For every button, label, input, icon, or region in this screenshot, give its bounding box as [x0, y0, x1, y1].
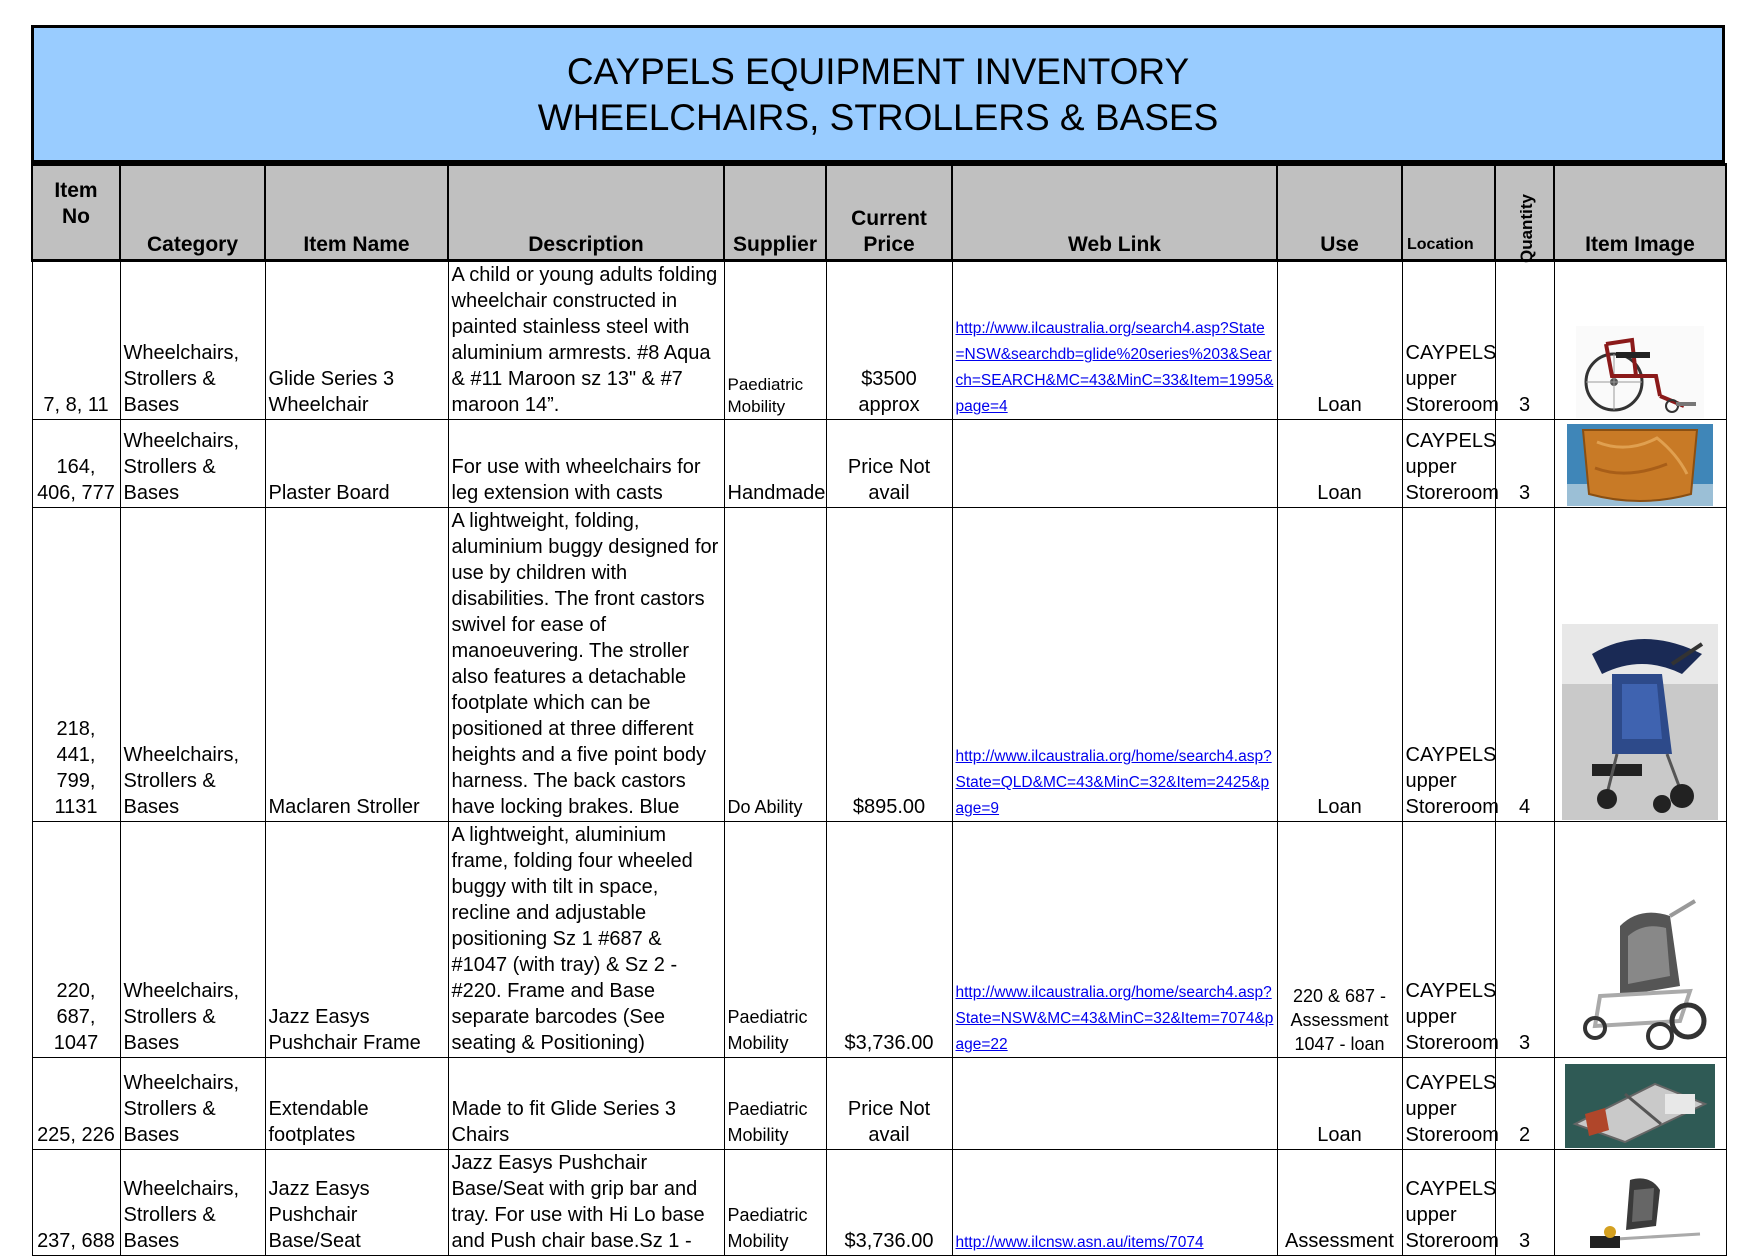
table-row — [32, 822, 1726, 1058]
price-cell: $895.00 — [826, 508, 952, 822]
col-price-line1: Current — [851, 207, 927, 230]
plaster-board-photo-icon — [1567, 424, 1713, 506]
page-subtitle: WHEELCHAIRS, STROLLERS & BASES — [537, 97, 1219, 138]
item-name-cell: Jazz Easys Pushchair Frame — [265, 822, 448, 1058]
item-image-cell — [1554, 1058, 1726, 1150]
supplier-cell: Paediatric Mobility — [724, 1058, 826, 1150]
item-name-cell: Maclaren Stroller — [265, 508, 448, 822]
item-no-cell: 237, 688 — [32, 1150, 120, 1256]
price-cell: $3500 approx — [826, 261, 952, 420]
item-image-cell — [1554, 508, 1726, 822]
col-web-link: Web Link — [952, 165, 1277, 261]
footplate-photo-icon — [1565, 1064, 1715, 1148]
header-row — [32, 165, 1726, 261]
supplier-cell: Paediatric Mobility — [724, 822, 826, 1058]
web-link[interactable]: http://www.ilcaustralia.org/home/search4.asp?State=NSW&MC=43&MinC=32&Item=7074&page=22 — [955, 984, 1274, 1053]
col-item-image: Item Image — [1554, 165, 1726, 261]
supplier-cell: Paediatric Mobility — [724, 261, 826, 420]
wheelchair-photo-icon — [1576, 326, 1704, 418]
quantity-cell: 3 — [1495, 261, 1554, 420]
col-price — [826, 165, 952, 261]
col-item-no — [32, 165, 120, 261]
table-row — [32, 1150, 1726, 1256]
web-link-cell — [952, 1058, 1277, 1150]
item-no-cell: 225, 226 — [32, 1058, 120, 1150]
price-cell: $3,736.00 — [826, 822, 952, 1058]
col-description: Description — [448, 165, 724, 261]
table-row — [32, 420, 1726, 508]
use-cell: Assessment — [1277, 1150, 1402, 1256]
item-name-cell: Glide Series 3 Wheelchair — [265, 261, 448, 420]
stroller-photo-icon — [1562, 624, 1718, 820]
item-image-cell — [1554, 261, 1726, 420]
use-cell: Loan — [1277, 508, 1402, 822]
pushchair-seat-photo-icon — [1570, 1170, 1710, 1254]
web-link-cell — [952, 1150, 1277, 1256]
use-cell: Loan — [1277, 261, 1402, 420]
item-no-cell: 218, 441, 799, 1131 — [32, 508, 120, 822]
table-row — [32, 508, 1726, 822]
quantity-cell: 2 — [1495, 1058, 1554, 1150]
web-link-cell — [952, 508, 1277, 822]
category-cell: Wheelchairs, Strollers & Bases — [120, 261, 265, 420]
item-name-cell: Plaster Board — [265, 420, 448, 508]
location-cell: CAYPELS upper Storeroom — [1402, 1058, 1495, 1150]
supplier-cell: Paediatric Mobility — [724, 1150, 826, 1256]
description-cell: A child or young adults folding wheelchair constructed in painted stainless steel with aluminium armrests. #8 Aqua & #11 Maroon sz 13" & #7 maroon 14”. — [448, 261, 724, 420]
item-name-cell: Jazz Easys Pushchair Base/Seat — [265, 1150, 448, 1256]
use-cell: 220 & 687 - Assessment 1047 - loan — [1277, 822, 1402, 1058]
item-no-cell: 7, 8, 11 — [32, 261, 120, 420]
inventory-table — [31, 163, 1727, 1256]
quantity-cell: 3 — [1495, 420, 1554, 508]
description-cell: Jazz Easys Pushchair Base/Seat with grip bar and tray. For use with Hi Lo base and Push chair base.Sz 1 - — [448, 1150, 724, 1256]
description-cell: A lightweight, aluminium frame, folding four wheeled buggy with tilt in space, recline and adjustable positioning Sz 1 #687 & #1047 (with tray) & Sz 2 - #220. Frame and Base separate barcodes (See seating & Positioning) — [448, 822, 724, 1058]
location-cell: CAYPELS upper Storeroom — [1402, 508, 1495, 822]
category-cell: Wheelchairs, Strollers & Bases — [120, 822, 265, 1058]
web-link[interactable]: http://www.ilcnsw.asn.au/items/7074 — [955, 1234, 1204, 1251]
category-cell: Wheelchairs, Strollers & Bases — [120, 1058, 265, 1150]
category-cell: Wheelchairs, Strollers & Bases — [120, 420, 265, 508]
web-link-cell — [952, 420, 1277, 508]
description-cell: A lightweight, folding, aluminium buggy designed for use by children with disabilities. The front castors swivel for ease of manoeuvering. The stroller also features a detachable footplate which can be positioned at three different heights and a five point body harness. The back castors have locking brakes. Blue — [448, 508, 724, 822]
table-row — [32, 1058, 1726, 1150]
item-name-cell: Extendable footplates — [265, 1058, 448, 1150]
col-quantity — [1495, 165, 1554, 261]
location-cell: CAYPELS upper Storeroom — [1402, 420, 1495, 508]
item-image-cell — [1554, 822, 1726, 1058]
item-image-cell — [1554, 420, 1726, 508]
description-cell: Made to fit Glide Series 3 Chairs — [448, 1058, 724, 1150]
location-cell: CAYPELS upper Storeroom — [1402, 822, 1495, 1058]
web-link[interactable]: http://www.ilcaustralia.org/search4.asp?State=NSW&searchdb=glide%20series%203&Search=SEARCH&MC=43&MinC=33&Item=1995&page=4 — [955, 320, 1274, 415]
location-cell: CAYPELS upper Storeroom — [1402, 1150, 1495, 1256]
use-cell: Loan — [1277, 1058, 1402, 1150]
location-cell: CAYPELS upper Storeroom — [1402, 261, 1495, 420]
supplier-cell: Handmade — [724, 420, 826, 508]
item-no-cell: 164, 406, 777 — [32, 420, 120, 508]
col-quantity-label: Quantity — [1517, 194, 1536, 263]
col-item-no-line2: No — [62, 205, 90, 228]
col-price-line2: Price — [863, 233, 915, 256]
page-title: CAYPELS EQUIPMENT INVENTORY — [566, 51, 1190, 92]
col-item-name: Item Name — [265, 165, 448, 261]
web-link-cell — [952, 822, 1277, 1058]
col-use: Use — [1277, 165, 1402, 261]
item-image-cell — [1554, 1150, 1726, 1256]
table-row — [32, 261, 1726, 420]
web-link[interactable]: http://www.ilcaustralia.org/home/search4.asp?State=QLD&MC=43&MinC=32&Item=2425&page=9 — [955, 748, 1272, 817]
price-cell: Price Not avail — [826, 420, 952, 508]
quantity-cell: 3 — [1495, 822, 1554, 1058]
price-cell: $3,736.00 — [826, 1150, 952, 1256]
title-band — [31, 25, 1725, 163]
col-location: Location — [1402, 165, 1495, 261]
web-link-cell — [952, 261, 1277, 420]
quantity-cell: 3 — [1495, 1150, 1554, 1256]
category-cell: Wheelchairs, Strollers & Bases — [120, 1150, 265, 1256]
category-cell: Wheelchairs, Strollers & Bases — [120, 508, 265, 822]
col-item-no-line1: Item — [54, 179, 98, 202]
use-cell: Loan — [1277, 420, 1402, 508]
item-no-cell: 220, 687, 1047 — [32, 822, 120, 1058]
price-cell: Price Not avail — [826, 1058, 952, 1150]
description-cell: For use with wheelchairs for leg extension with casts — [448, 420, 724, 508]
quantity-cell: 4 — [1495, 508, 1554, 822]
col-category: Category — [120, 165, 265, 261]
supplier-cell: Do Ability — [724, 508, 826, 822]
pushchair-frame-photo-icon — [1570, 896, 1710, 1056]
col-supplier: Supplier — [724, 165, 826, 261]
